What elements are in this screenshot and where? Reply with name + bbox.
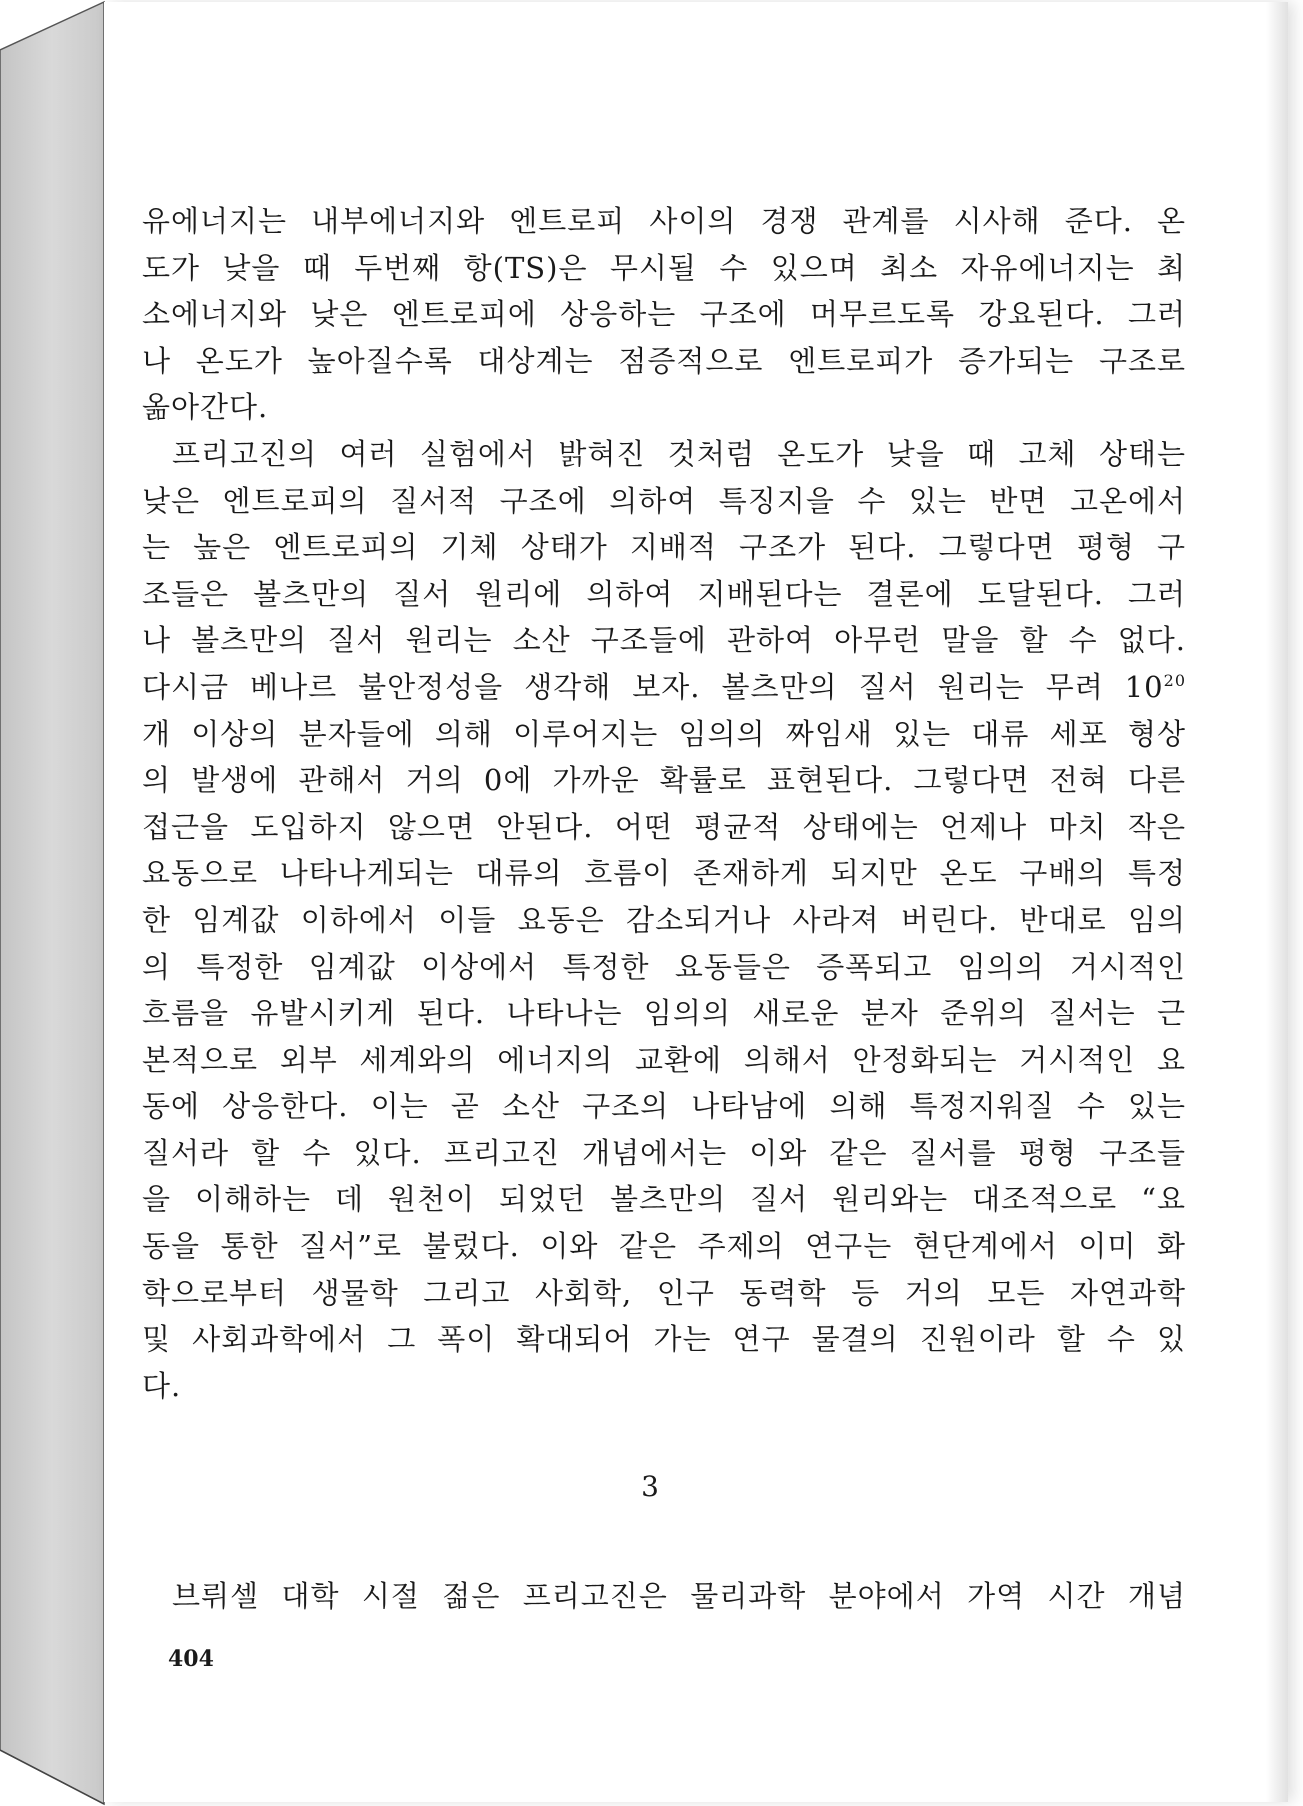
text-line: 조들은 볼츠만의 질서 원리에 의하여 지배된다는 결론에 도달된다. 그러 (142, 576, 1186, 611)
text-line: 의 발생에 관해서 거의 0에 가까운 확률로 표현된다. 그렇다면 전혀 다른 (142, 763, 1186, 798)
text-line: 동을 통한 질서”로 불렀다. 이와 같은 주제의 연구는 현단계에서 이미 화 (142, 1229, 1186, 1264)
text-line: 도가 낮을 때 두번째 항(TS)은 무시될 수 있으며 최소 자유에너지는 최 (142, 250, 1186, 285)
page-edge-shadow (1266, 2, 1288, 1802)
text-line: 동에 상응한다. 이는 곧 소산 구조의 나타남에 의해 특정지워질 수 있는 (142, 1089, 1186, 1124)
text-line: 나 온도가 높아질수록 대상계는 점증적으로 엔트로피가 증가되는 구조로 (142, 343, 1186, 378)
text-line: 본적으로 외부 세계와의 에너지의 교환에 의해서 안정화되는 거시적인 요 (142, 1042, 1186, 1077)
next-section-first-line: 브뤼셀 대학 시절 젊은 프리고진은 물리과학 분야에서 가역 시간 개념 (172, 1579, 1186, 1613)
text-line: 는 높은 엔트로피의 기체 상태가 지배적 구조가 된다. 그렇다면 평형 구 (142, 530, 1186, 565)
text-segment: 다시금 베나르 불안정성을 생각해 보자. 볼츠만의 질서 원리는 무려 10 (142, 669, 1164, 704)
text-line: 의 특정한 임계값 이상에서 특정한 요동들은 증폭되고 임의의 거시적인 (142, 949, 1186, 984)
text-line: 학으로부터 생물학 그리고 사회학, 인구 동력학 등 거의 모든 자연과학 (142, 1275, 1186, 1310)
text-line: 다. (142, 1368, 182, 1403)
text-line: 접근을 도입하지 않으면 안된다. 어떤 평균적 상태에는 언제나 마치 작은 (142, 809, 1186, 844)
text-line: 및 사회과학에서 그 폭이 확대되어 가는 연구 물결의 진원이라 할 수 있 (142, 1322, 1186, 1357)
page-number: 404 (168, 1646, 214, 1672)
text-line: 나 볼츠만의 질서 원리는 소산 구조들에 관하여 아무런 말을 할 수 없다. (142, 623, 1186, 658)
text-line: 소에너지와 낮은 엔트로피에 상응하는 구조에 머무르도록 강요된다. 그러 (142, 297, 1186, 332)
text-line: 옮아간다. (142, 390, 269, 425)
text-line: 한 임계값 이하에서 이들 요동은 감소되거나 사라져 버린다. 반대로 임의 (142, 902, 1186, 937)
text-line: 흐름을 유발시키게 된다. 나타나는 임의의 새로운 분자 준위의 질서는 근 (142, 996, 1186, 1031)
section-number: 3 (641, 1470, 659, 1503)
text-line: 질서라 할 수 있다. 프리고진 개념에서는 이와 같은 질서를 평형 구조들 (142, 1135, 1186, 1170)
text-line: 낮은 엔트로피의 질서적 구조에 의하여 특징지을 수 있는 반면 고온에서 (142, 483, 1186, 518)
text-line: 프리고진의 여러 실험에서 밝혀진 것처럼 온도가 낮을 때 고체 상태는 (172, 436, 1186, 471)
text-line: 요동으로 나타나게되는 대류의 흐름이 존재하게 되지만 온도 구배의 특정 (142, 856, 1186, 891)
text-line: 개 이상의 분자들에 의해 이루어지는 임의의 짜임새 있는 대류 세포 형상 (142, 716, 1186, 751)
text-line: 을 이해하는 데 원천이 되었던 볼츠만의 질서 원리와는 대조적으로 “요 (142, 1182, 1186, 1217)
body-text (142, 198, 1186, 1409)
text-line: 유에너지는 내부에너지와 엔트로피 사이의 경쟁 관계를 시사해 준다. 온 (142, 204, 1186, 238)
superscript-exponent: 20 (1163, 670, 1186, 690)
text-line-with-superscript (142, 664, 1186, 711)
